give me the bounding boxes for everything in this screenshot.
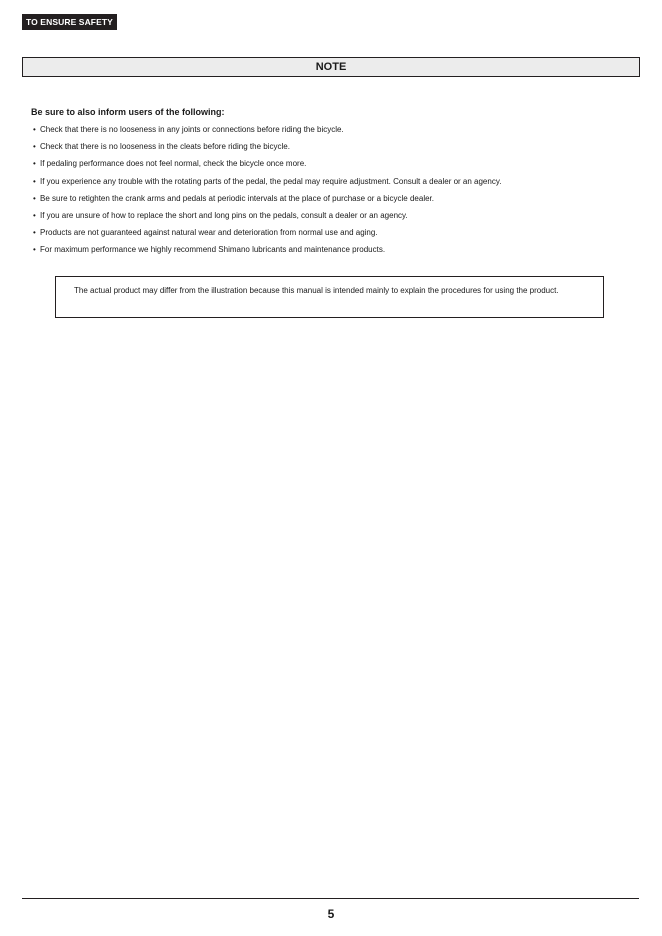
list-item: [33, 158, 501, 169]
bullet-icon: •: [33, 210, 36, 220]
footer-divider: [22, 898, 639, 899]
list-item-text: Products are not guaranteed against natural wear and deterioration from normal use and aging.: [40, 228, 378, 238]
bullet-icon: •: [33, 245, 36, 255]
list-item-text: For maximum performance we highly recommend Shimano lubricants and maintenance products.: [40, 245, 386, 255]
page-number: 5: [327, 907, 335, 921]
list-item-text: Be sure to retighten the crank arms and pedals at periodic intervals at the place of purchase or a bicycle dealer.: [40, 193, 434, 203]
list-item: [33, 244, 501, 255]
note-title-bar: NOTE: [22, 57, 640, 77]
list-item-text: Check that there is no looseness in any joints or connections before riding the bicycle.: [40, 125, 344, 134]
list-item: [33, 176, 501, 187]
list-item: [33, 124, 501, 135]
bullet-icon: •: [33, 228, 36, 238]
list-item: [33, 193, 501, 204]
note-intro: Be sure to also inform users of the following:: [31, 107, 225, 117]
list-item: [33, 227, 501, 238]
list-item-text: If you are unsure of how to replace the short and long pins on the pedals, consult a dealer or an agency.: [40, 210, 408, 220]
illustration-disclaimer-box: [55, 276, 604, 318]
note-bullet-list: [33, 124, 501, 262]
bullet-icon: •: [33, 142, 36, 152]
bullet-icon: •: [33, 159, 36, 169]
list-item-text: Check that there is no looseness in the cleats before riding the bicycle.: [40, 142, 290, 152]
disclaimer-text: The actual product may differ from the illustration because this manual is intended mainly to explain the procedures for using the product.: [74, 286, 559, 295]
list-item: [33, 141, 501, 152]
bullet-icon: •: [33, 125, 36, 134]
section-tag: TO ENSURE SAFETY: [22, 14, 117, 30]
bullet-icon: •: [33, 176, 36, 186]
bullet-icon: •: [33, 193, 36, 203]
list-item-text: If you experience any trouble with the rotating parts of the pedal, the pedal may require adjustment. Consult a dealer or an agency.: [40, 176, 502, 186]
list-item-text: If pedaling performance does not feel normal, check the bicycle once more.: [40, 159, 307, 169]
list-item: [33, 210, 501, 221]
